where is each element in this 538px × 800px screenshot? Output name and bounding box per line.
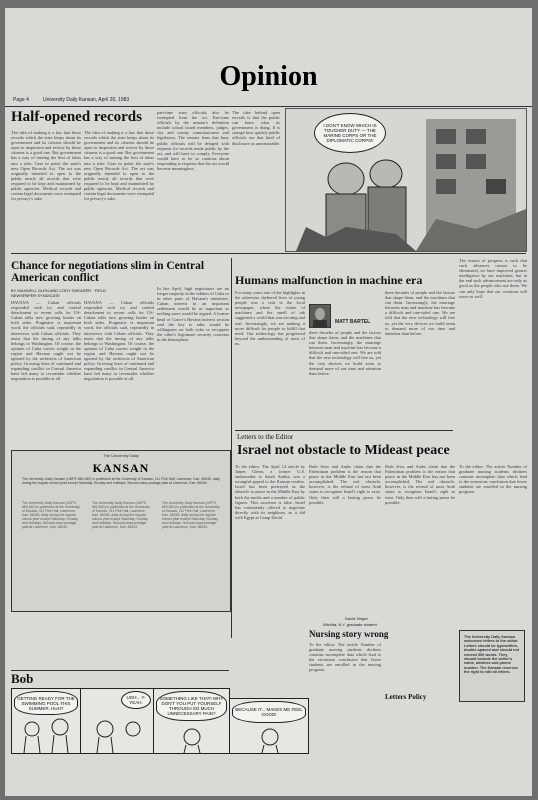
columnist-portrait bbox=[310, 305, 330, 327]
staff-list-1: The University Daily Kansan (USPS 650-640) is published at the University of Kansas, 111 Flint Hall, Lawrence, Kan. 66045, daily during the regular school year except Saturday, Sunday and holidays. Second-class postage paid at Lawrence, Kan. 66044. bbox=[22, 501, 80, 529]
letters-policy-text: The University Daily Kansan welcomes letters to the editor. Letters should be typewritten, double-spaced and should not exceed 300 words. They should include the writer's name, address and phone number. The Kansan reserves the right to edit all letters. bbox=[464, 635, 520, 675]
column-rule bbox=[231, 258, 232, 638]
article2-column-3: three decades of people and the factors that shape them, and the machines that run them. Increasingly, the marriage between man and machine has become a difficult and one-sided one. We are told that the new technology will free us, yet the very devices we build seem to demand more of our time and attention than before. bbox=[385, 290, 455, 336]
comic-figure-2 bbox=[81, 689, 153, 753]
comic-figure-4 bbox=[230, 699, 308, 753]
comic-title: Bob bbox=[11, 671, 34, 686]
staff-list-2: The University Daily Kansan (USPS 650-640) is published at the University of Kansas, 111 Flint Hall, Lawrence, Kan. 66045, daily during the regular school year except Saturday, Sunday and holidays. Second-class postage paid at Lawrence, Kan. 66044. bbox=[92, 501, 150, 529]
comic-panel-1 bbox=[11, 688, 81, 754]
article1-column-2: HAVANA — Cuban officials responded with icy and careful detachment to recent calls for US-Cuban talks now growing louder on both sides. Pragmatic is important word, the officials said, repeatedly in interviews with Cuban officials. They insist that the timing of any talks belongs to Washington. Of course, the opinion of Cuba carries weight in the region and Havana ought not be ignored by the architects of American policy. Growing fears of continued and expanding conflict in Central America have led many to reconsider whether negotiation is possible at all. bbox=[84, 300, 154, 382]
divider bbox=[235, 430, 453, 431]
comic-panel-4 bbox=[229, 698, 309, 754]
article2-headline: Humans malfunction in machine era bbox=[235, 273, 423, 287]
comic-figure-3 bbox=[154, 689, 229, 753]
article2-column-4: The reason of progress is such that such advances cannot to be eliminated; we have improved greater intelligence by our machines, but in the end such advancement are only as good as the people who use them. We can only hope that our creations will serve us well. bbox=[459, 258, 527, 299]
comic-bubble-2: UGH... Y-YEAH. bbox=[121, 691, 151, 709]
editorial-headline: Half-opened records bbox=[11, 109, 142, 125]
nursing-headline: Nursing story wrong bbox=[309, 629, 389, 639]
article2-column-1: For many years one of the highlights in the otherwise sheltered lives of young people was a visit to the local newspaper, where the clatter of machines and the smell of ink suggested a world that was exciting and real. Increasingly, we are making it more difficult for people to fulfill that need. Our technology has progressed beyond the understanding of most of us. bbox=[235, 290, 305, 346]
article2-column-2: three decades of people and the factors that shape them, and the machines that run them. Increasingly, the marriage between man and machine has become a difficult and one-sided one. We are told that the new technology will free us, yet the very devices we build seem to demand more of our time and attention than before. bbox=[309, 330, 381, 376]
cartoon-speech-bubble: I DON'T KNOW WHICH IS TOUGHER DUTY — THE MARINE CORPS OR THE DIPLOMATIC CORPS!! bbox=[314, 113, 386, 153]
letters-policy-box bbox=[459, 630, 525, 702]
divider bbox=[11, 670, 229, 671]
letter-column-1: To the editor: The April 14 article by James Glenn, a former U.S. ambassador to Saudi Arabia, was a wrongful appeal to the Kansan readers. Israel has been portrayed as the obstacle to peace in the Middle East by both the media and a number of public figures. This assertion is false. Israel has consistently offered to negotiate directly with its neighbors, as it did with Egypt at Camp David. bbox=[235, 464, 305, 520]
nursing-column: To the editor: The article Number of graduate nursing students declines contains incomplete data which lead to the erroneous conclusion that fewer students are enrolled in the nursing program. bbox=[309, 642, 381, 673]
page-number: Page 4 bbox=[13, 97, 29, 103]
letters-header: Letters to the Editor bbox=[237, 433, 294, 441]
letter-column-3: Both Jews and Arabs claim that the Palestinian problem is the reason that peace in the Middle East has not been accomplished. The real obstacle, however, is the refusal of most Arab states to recognize Israel's right to exist. Only then will a lasting peace be possible. bbox=[385, 464, 455, 505]
comic-bubble-3: SOMETHING LIKE THAT! WHY DON'T YOU PUT YOURSELF THROUGH SO MUCH UNNECESSARY PAIN? bbox=[156, 691, 227, 721]
letters-policy-title: Letters Policy bbox=[385, 693, 427, 701]
article1-headline: Chance for negotiations slim in Central American conflict bbox=[11, 260, 205, 285]
paper-dateline: University Daily Kansan, April 20, 1983 bbox=[43, 97, 130, 103]
letter-headline: Israel not obstacle to Mideast peace bbox=[237, 443, 450, 458]
kansan-name: KANSAN bbox=[92, 461, 150, 475]
editorial-column-3: part-time state officials also be exempted from the act. Part-time officials by the senator's definition include school board members, judges, city and county commissioners and legislators. The senator fears that busy public officials will be deluged with requests for records made public by the act, and will have to comply. Everyone would have to be so cautious about responding to requests that the act would become meaningless. bbox=[157, 110, 229, 172]
newspaper-page bbox=[5, 8, 532, 796]
divider bbox=[11, 253, 526, 254]
article1-column-1: HAVANA — Cuban officials responded with icy and careful detachment to recent calls for US-Cuban talks now growing louder on both sides. Pragmatic is important word, the officials said, repeatedly in interviews with Cuban officials. They insist that the timing of any talks belongs to Washington. Of course, the opinion of Cuba carries weight in the region and Havana ought not be ignored by the architects of American policy. Growing fears of continued and expanding conflict in Central America have led many to reconsider whether negotiation is possible at all. bbox=[11, 300, 81, 382]
editorial-column-2: The idea of making it a law that those records which the state keeps about its government and its citizens should be open to inspection and review by those citizens is a good one. But government has a way of turning the best of ideas into a joke. Case in point: the state's new Open Records Act. The act was originally intended to open to the public nearly all records that were required to be kept and maintained by public agencies. Medical records and certain legal documents were exempted for privacy's sake. bbox=[84, 130, 154, 202]
letter-signature: David Singer bbox=[345, 616, 368, 621]
comic-bubble-1: GETTING READY FOR THE SWIMMING POOL THIS SUMMER, HUH? bbox=[14, 691, 78, 715]
editorial-column-1: The idea of making it a law that those records which the state keeps about its government and its citizens should be open to inspection and review by those citizens is a good one. But government has a way of turning the best of ideas into a joke. Case in point: the state's new Open Records Act. The act was originally intended to open to the public nearly all records that were required to be kept and maintained by public agencies. Medical records and certain legal documents were exempted for privacy's sake. bbox=[11, 130, 81, 202]
editorial-cartoon bbox=[285, 108, 527, 252]
comic-panel-3 bbox=[153, 688, 230, 754]
article1-column-3: In late April, high negotiators are no longer majority in the lobbies of Cuba or in other parts of Havana's ministries. Cuban interest in an important settlement would be as important as nothing more would be argued. A former head of Carter's Havana interest section said the key to talks would be willingness on both sides to recognize the other's legitimate security concerns in the hemisphere. bbox=[157, 286, 229, 342]
folio-line bbox=[5, 96, 532, 107]
comic-bubble-4: BECAUSE IT... MAKES ME FEEL GOOD! bbox=[232, 701, 306, 723]
columnist-photo bbox=[309, 304, 331, 328]
kansan-header: The University Daily bbox=[103, 453, 139, 458]
nursing-continued: To the editor: The article Number of graduate nursing students declines contains incomplete data which lead to the erroneous conclusion that fewer students are enrolled in the nursing program. bbox=[459, 464, 527, 495]
kansan-blurb: The University Daily Kansan (USPS 650-640) is published at the University of Kansas, 111 Flint Hall, Lawrence, Kan. 66045, daily during the regular school year except Saturday, Sunday and holidays. Second-class postage paid at Lawrence, Kan. 66044. bbox=[22, 477, 220, 485]
article2-byline: MATT BARTEL bbox=[335, 319, 371, 325]
comic-panel-2 bbox=[80, 688, 154, 754]
comic-figure-1 bbox=[12, 689, 80, 753]
editorial-column-4: The idea behind open records is that the public can know what its government is doing. It is strange how quickly public officials see that kind of disclosure as unreasonable. bbox=[232, 110, 280, 146]
letter-signature-title: Wichita, N.Y. graduate student bbox=[323, 622, 377, 627]
staff-list-3: The University Daily Kansan (USPS 650-640) is published at the University of Kansas, 111 Flint Hall, Lawrence, Kan. 66045, daily during the regular school year except Saturday, Sunday and holidays. Second-class postage paid at Lawrence, Kan. 66044. bbox=[162, 501, 220, 529]
letter-column-2: Both Jews and Arabs claim that the Palestinian problem is the reason that peace in the Middle East has not been accomplished. The real obstacle, however, is the refusal of most Arab states to recognize Israel's right to exist. Only then will a lasting peace be possible. bbox=[309, 464, 381, 505]
kansan-masthead-box bbox=[11, 450, 231, 612]
section-title: Opinion bbox=[219, 61, 318, 92]
article1-byline: BY MAXWELL GLEN AND CODY SHEARER · FIELD NEWSPAPER SYNDICATE bbox=[11, 288, 107, 298]
